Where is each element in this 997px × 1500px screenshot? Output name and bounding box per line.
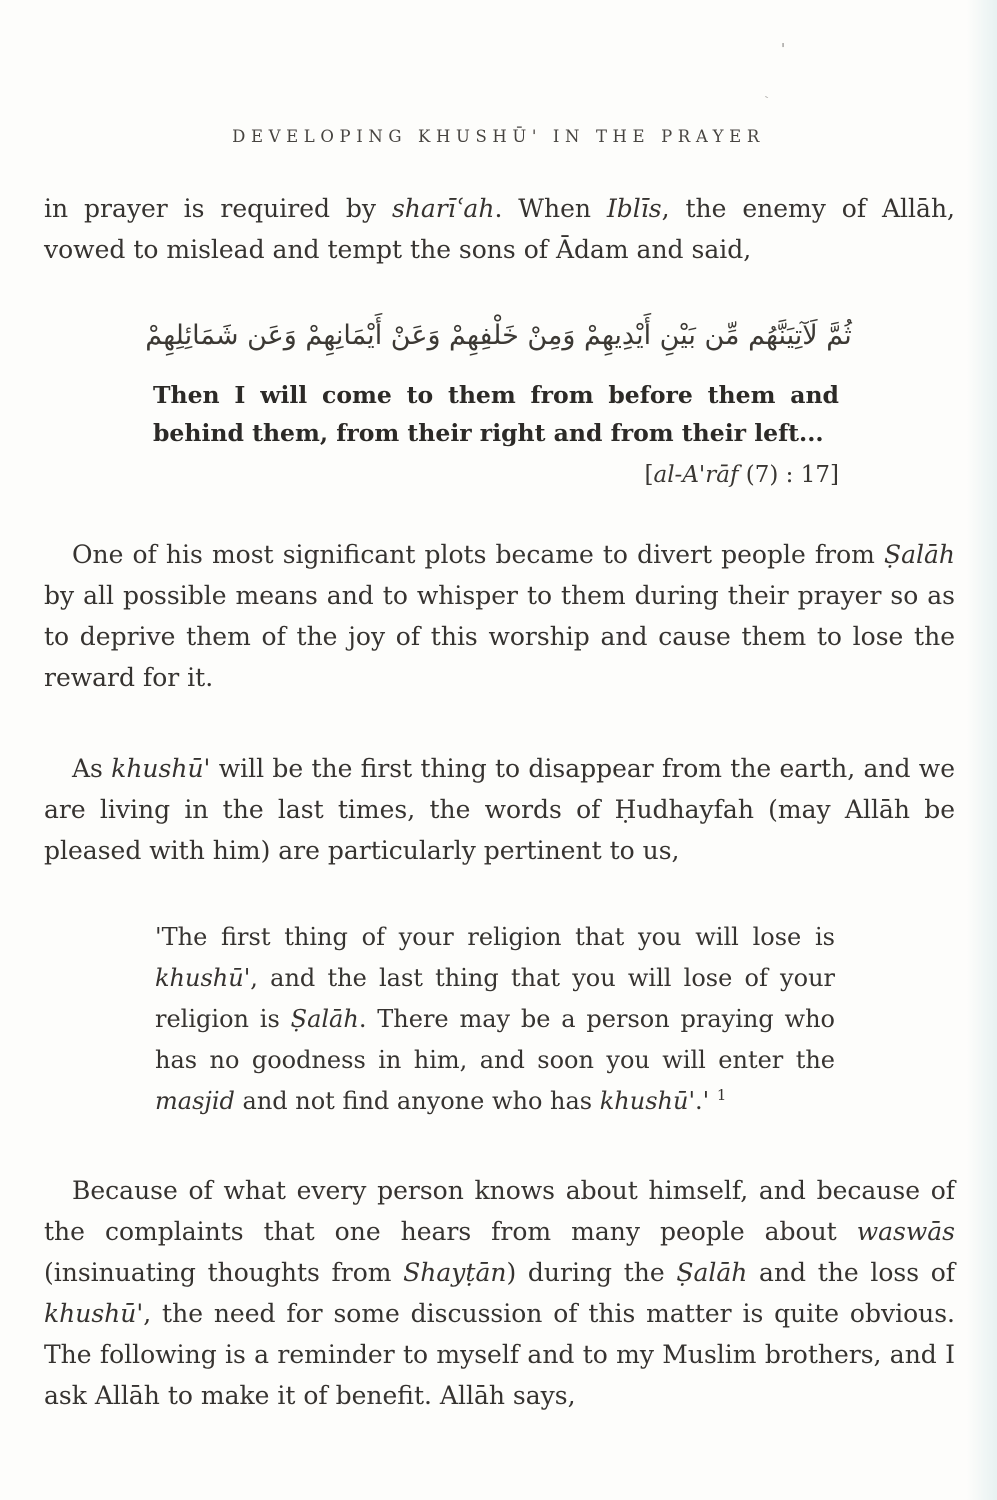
scan-artifact: ' (781, 40, 786, 58)
quran-verse-citation: [al-A'rāf (7) : 17] (644, 462, 839, 488)
scan-artifact: ` (763, 93, 775, 109)
quran-verse-arabic: ثُمَّ لَآتِيَنَّهُم مِّن بَيْنِ أَيْدِيهِمْ وَمِنْ خَلْفِهِمْ وَعَنْ أَيْمَانِهِمْ وَعَن شَمَائِلِهِمْ (145, 320, 852, 351)
paragraph-because: Because of what every person knows about himself, and because of the complaints that one hears from many people about waswās (insinuating thoughts from Shayṭān) during the Ṣalāh and the loss of khushū', the need for some discussion of this matter is quite obvious. The following is a reminder to myself and to my Muslim brothers, and I ask Allāh to make it of benefit. Allāh says, (44, 1176, 955, 1410)
page-edge-shadow (967, 0, 997, 1500)
paragraph-plots: One of his most significant plots became to divert people from Ṣalāh by all possible means and to whisper to them during their prayer so as to deprive them of the joy of this worship and cause them to lose the reward for it. (44, 540, 955, 692)
paragraph-intro: in prayer is required by sharīʿah. When Iblīs, the enemy of Allāh, vowed to mislead and tempt the sons of Ādam and said, (44, 194, 956, 264)
hadith-blockquote: 'The first thing of your religion that you will lose is khushū', and the last thing that you will lose of your religion is Ṣalāh. There may be a person praying who has no goodness in him, and soon you will enter the masjid and not find anyone who has khushū'.' $^1$ (155, 923, 835, 1115)
paragraph-khushu: As khushū' will be the first thing to disappear from the earth, and we are living in the last times, the words of Ḥudhayfah (may Allāh be pleased with him) are particularly pertinent to us, (44, 754, 955, 865)
running-header: DEVELOPING KHUSHŪ' IN THE PRAYER (232, 127, 765, 146)
quran-verse-translation: Then I will come to them from before them and behind them, from their right and from their left... (153, 381, 839, 447)
